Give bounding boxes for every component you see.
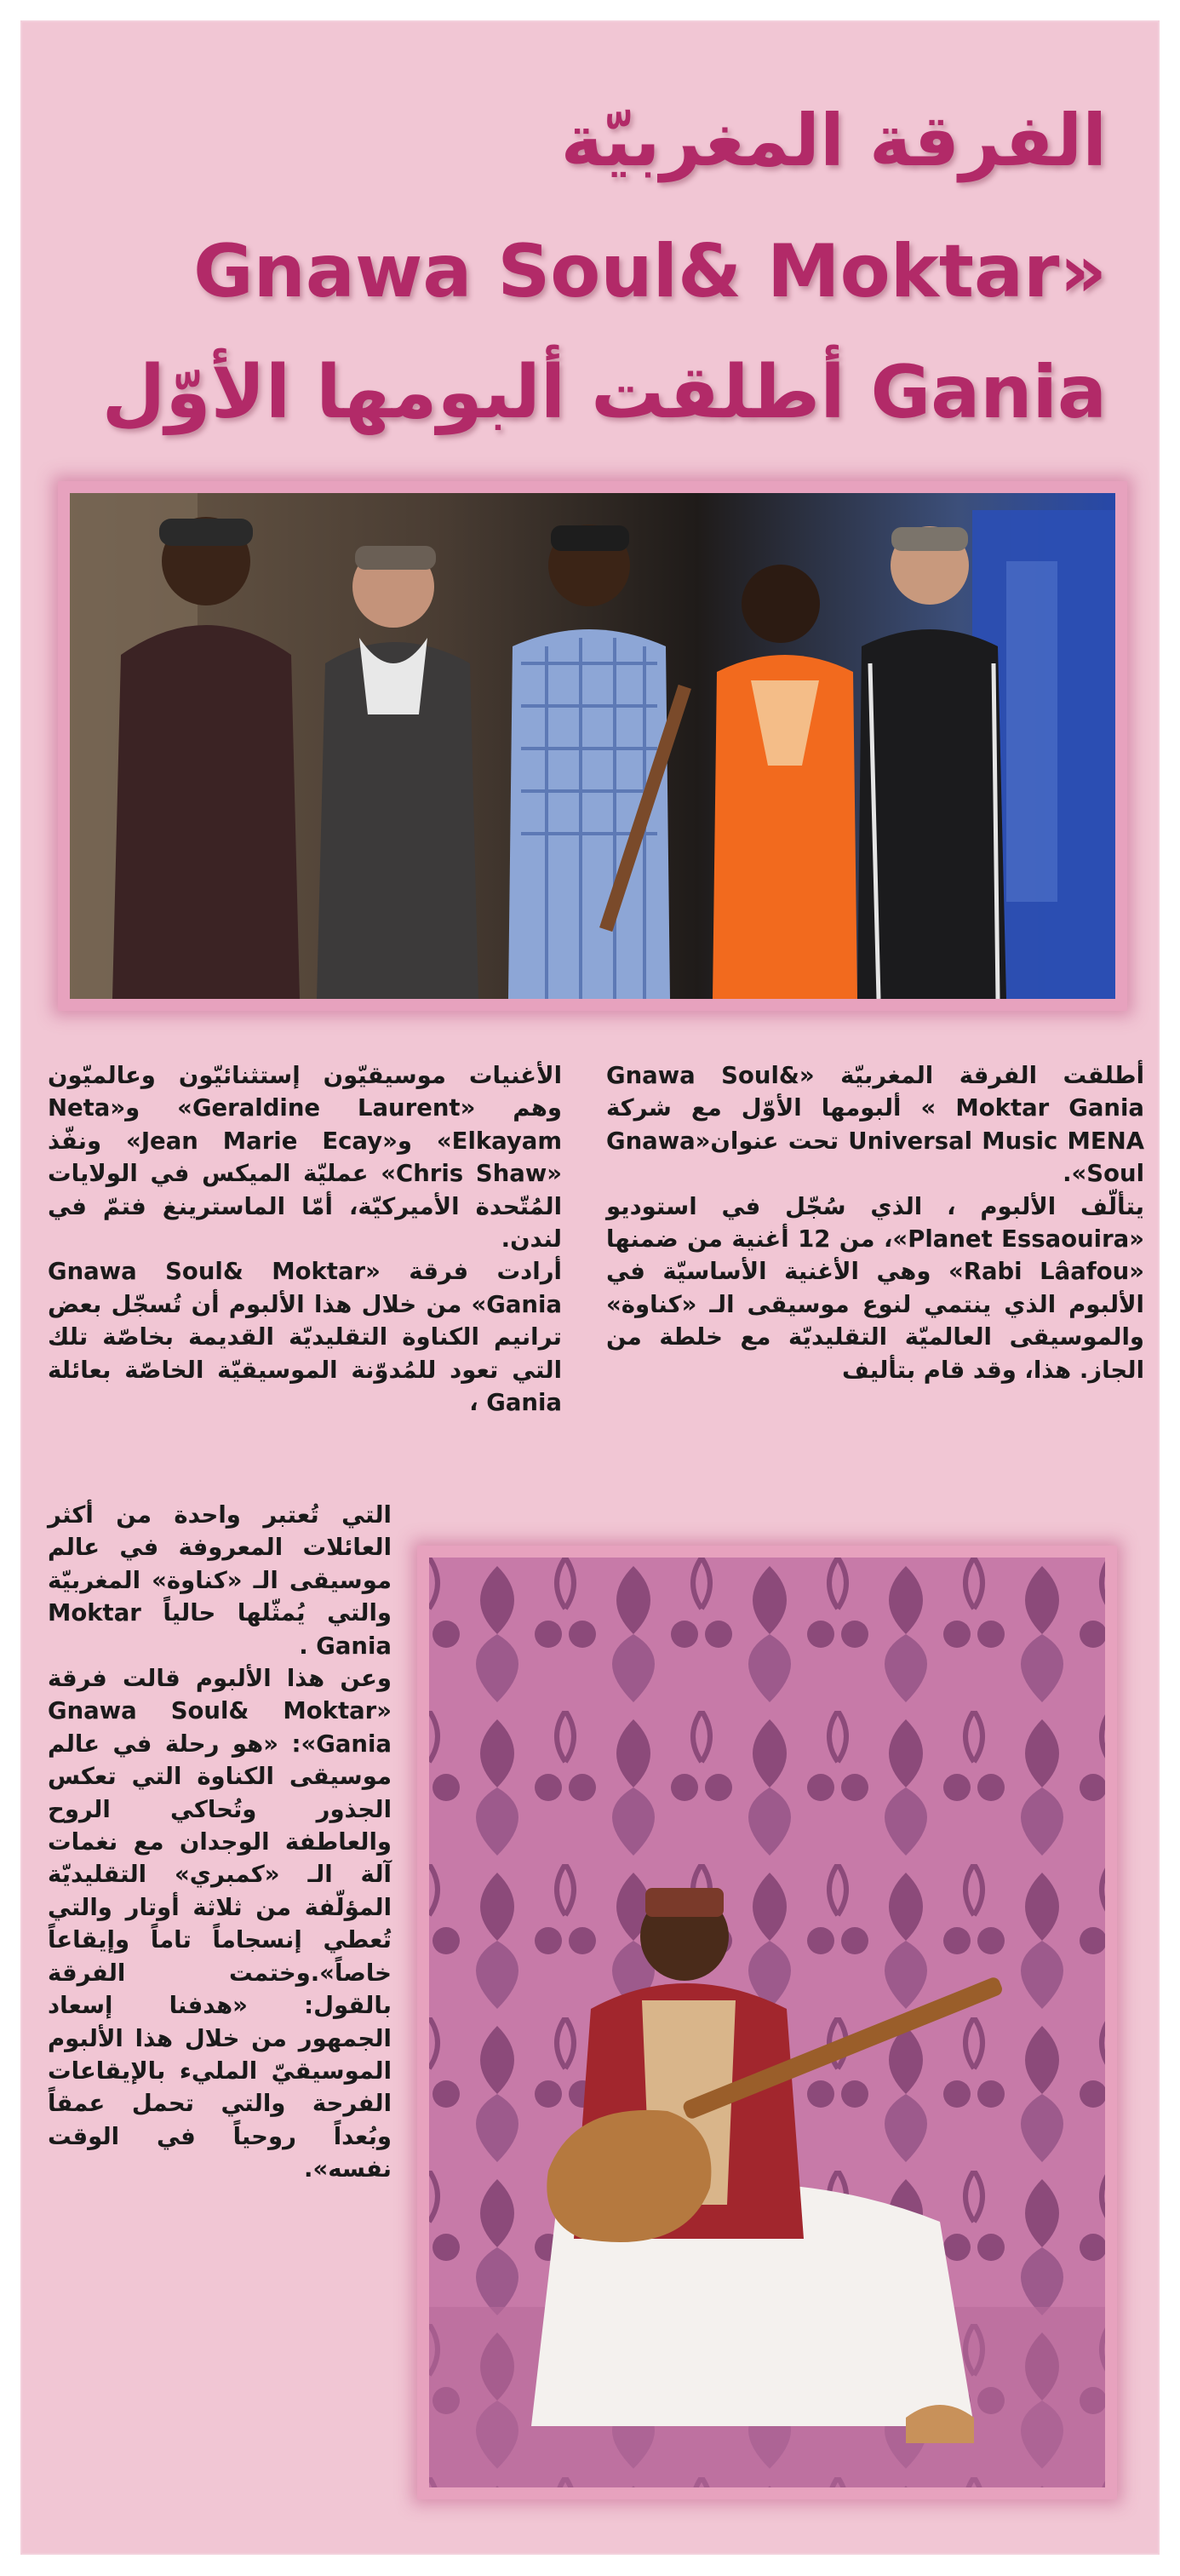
band-group-photo <box>58 481 1127 1011</box>
paragraph: التي تُعتبر واحدة من أكثر العائلات المعروفة في عالم موسيقى الـ «كناوة» المغربيّة والتي يُمثّلها حالياً Moktar Gania . <box>48 1501 392 1660</box>
paragraph: أطلقت الفرقة المغربيّة «Gnawa Soul& Moktar Gania » ألبومها الأوّل مع شركة Universal Music MENA تحت عنوان«Gnawa Soul». <box>606 1062 1145 1188</box>
headline-line-2: Gnawa Soul& Moktar» <box>193 229 1107 314</box>
headline-line-1: الفرقة المغربيّة <box>560 99 1107 182</box>
musician-photo-illustration <box>429 1558 1105 2487</box>
article-column-left-bottom <box>48 1499 392 2186</box>
article-column-right <box>606 1059 1144 1386</box>
paragraph: أرادت فرقة «Gnawa Soul& Moktar Gania» من خلال هذا الألبوم أن تُسجّل بعض ترانيم الكناوة التقليديّة القديمة بخاصّة تلك التي تعود للمُدوّنة الموسيقيّة الخاصّة بعائلة Gania ، <box>48 1258 562 1417</box>
band-photo-illustration <box>70 493 1115 999</box>
paragraph: الأغنيات موسيقيّون إستثنائيّون وعالميّون وهم «Geraldine Laurent» و«Neta Elkayam» و«Jean Marie Ecay» ونفّذ «Chris Shaw» عمليّة الميكس في الولايات المُتّحدة الأميركيّة، أمّا الماسترينغ فتمّ في لندن. <box>48 1062 563 1254</box>
paragraph: يتألّف الألبوم ، الذي سُجّل في استوديو «Planet Essaouira»، من 12 أغنية من ضمنها «Rabi Lâafou» وهي الأغنية الأساسيّة في الألبوم الذي ينتمي لنوع موسيقى الـ «كناوة» والموسيقى العالميّة التقليديّة مع خلطة من الجاز. هذا، وقد قام بتأليف <box>606 1192 1144 1384</box>
article-column-left-top <box>48 1059 562 1419</box>
headline-line-3: Gania أطلقت ألبومها الأوّل <box>101 350 1107 435</box>
musician-portrait-photo <box>417 1546 1117 2499</box>
paragraph: وعن هذا الألبوم قالت فرقة «Gnawa Soul& Moktar Gania»: «هو رحلة في عالم موسيقى الكناوة التي تعكس الجذور وتُحاكي الروح والعاطفة الوجدان مع نغمات آلة الـ «كمبري» التقليديّة المؤلّفة من ثلاثة أوتار والتي تُعطي إنسجاماً تاماً وإيقاعاً خاصاً».وختمت الفرقة بالقول: «هدفنا إسعاد الجمهور من خلال هذا الألبوم الموسيقيّ المليء بالإيقاعات الفرحة والتي تحمل عمقاً وبُعداً روحياً في الوقت نفسه». <box>48 1665 392 2183</box>
